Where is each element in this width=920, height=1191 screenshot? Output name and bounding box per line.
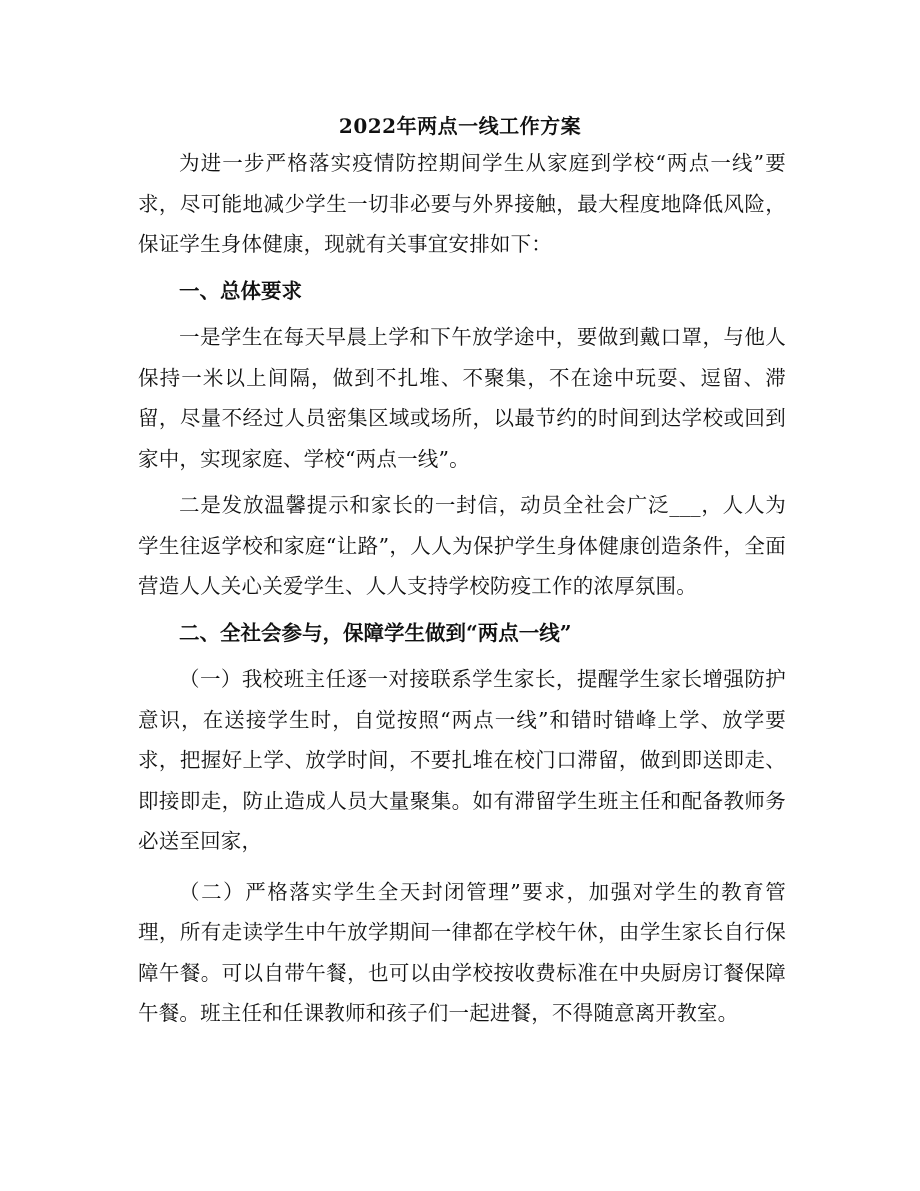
section-1-heading: 一、总体要求 <box>179 278 302 303</box>
section-2-paragraph-1: （一）我校班主任逐一对接联系学生家长，提醒学生家长增强防护意识，在送接学生时，自觉按照“两点一线”和错时错峰上学、放学要求，把握好上学、放学时间，不要扎堆在校门口滞留，做到即送即走、即接即走，防止造成人员大量聚集。如有滞留学生班主任和配备教师务必送至回家， <box>138 667 786 853</box>
intro-paragraph: 为进一步严格落实疫情防控期间学生从家庭到学校“两点一线”要求，尽可能地减少学生一切非必要与外界接触，最大程度地降低风险，保证学生身体健康，现就有关事宜安排如下： <box>138 151 786 256</box>
section-2-paragraph-2: （二）严格落实学生全天封闭管理”要求，加强对学生的教育管理，所有走读学生中午放学期间一律都在学校午休，由学生家长自行保障午餐。可以自带午餐，也可以由学校按收费标准在中央厨房订餐保障午餐。班主任和任课教师和孩子们一起进餐，不得随意离开教室。 <box>138 879 786 1025</box>
section-2-heading: 二、全社会参与，保障学生做到“两点一线” <box>179 620 572 645</box>
document-title: 2022年两点一线工作方案 <box>338 114 582 138</box>
section-1-paragraph-2: 二是发放温馨提示和家长的一封信，动员全社会广泛___，人人为学生往返学校和家庭“让路”，人人为保护学生身体健康创造条件，全面营造人人关心关爱学生、人人支持学校防疫工作的浓厚氛围。 <box>138 493 786 598</box>
document-body <box>138 143 786 1034</box>
section-1-paragraph-1: 一是学生在每天早晨上学和下午放学途中，要做到戴口罩，与他人保持一米以上间隔，做到不扎堆、不聚集，不在途中玩耍、逗留、滞留，尽量不经过人员密集区域或场所，以最节约的时间到达学校或回到家中，实现家庭、学校“两点一线”。 <box>138 325 786 471</box>
